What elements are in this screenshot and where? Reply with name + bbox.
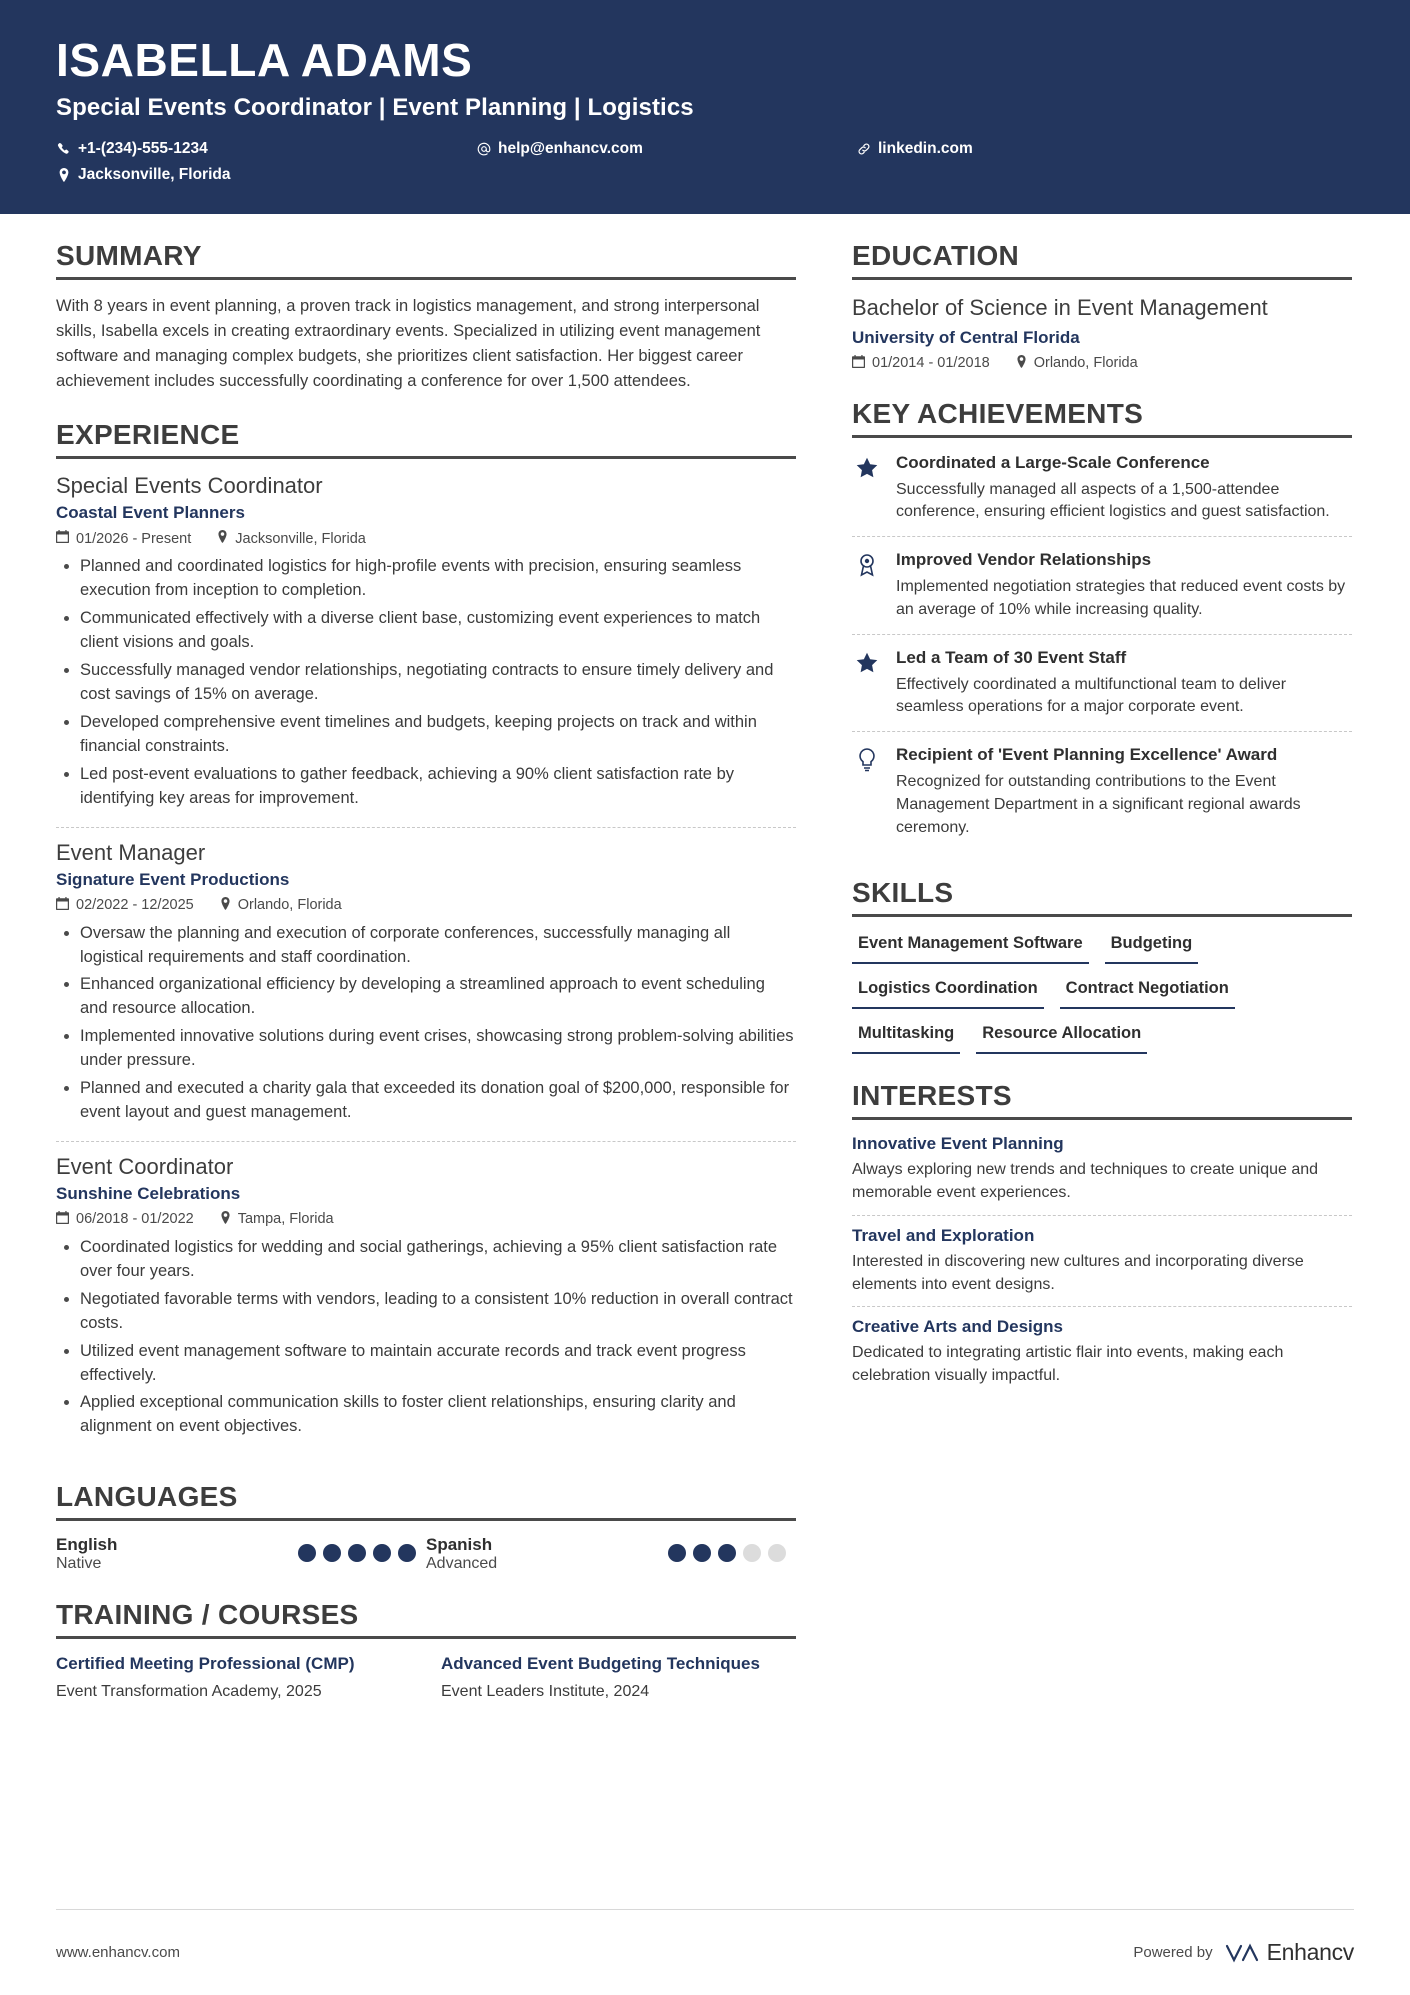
job-dates bbox=[56, 1211, 194, 1228]
achievement-item bbox=[852, 744, 1352, 851]
summary-section bbox=[56, 240, 796, 393]
enhancv-logo bbox=[1225, 1939, 1354, 1966]
language-rating bbox=[298, 1535, 416, 1562]
language-item bbox=[56, 1535, 426, 1573]
brand-name: Enhancv bbox=[1266, 1939, 1354, 1965]
training-name: Advanced Event Budgeting Techniques bbox=[441, 1654, 760, 1674]
interests-heading: INTERESTS bbox=[852, 1080, 1012, 1112]
education-meta bbox=[852, 355, 1352, 372]
map-pin-icon bbox=[1016, 355, 1027, 372]
list-item: Planned and executed a charity gala that exceeded its donation goal of $200,000, responsible for event layout and guest management. bbox=[56, 1077, 796, 1125]
job-role: Event Coordinator bbox=[56, 1153, 234, 1179]
header-subtitle: Special Events Coordinator | Event Planning | Logistics bbox=[56, 93, 694, 121]
languages-heading: LANGUAGES bbox=[56, 1481, 238, 1513]
job-bullets bbox=[56, 555, 796, 810]
map-pin-icon bbox=[217, 530, 228, 547]
list-item: Coordinated logistics for wedding and social gatherings, achieving a 95% client satisfaction rate over four years. bbox=[56, 1236, 796, 1284]
map-pin-icon bbox=[220, 1211, 231, 1228]
section-divider bbox=[852, 914, 1352, 917]
footer-branding bbox=[1133, 1939, 1354, 1966]
achievement-desc: Successfully managed all aspects of a 1,500-attendee conference, ensuring efficient logistics and guest satisfaction. bbox=[896, 480, 1330, 521]
contact-location bbox=[56, 162, 476, 188]
skills-section bbox=[852, 877, 1352, 1054]
calendar-icon bbox=[56, 1211, 69, 1228]
languages-section bbox=[56, 1481, 796, 1573]
right-column bbox=[852, 240, 1352, 1727]
education-dates-text: 01/2014 - 01/2018 bbox=[872, 355, 990, 372]
page-footer bbox=[56, 1909, 1354, 1995]
language-level: Native bbox=[56, 1555, 102, 1573]
experience-section bbox=[56, 419, 796, 1455]
list-item: Utilized event management software to maintain accurate records and track event progress effectively. bbox=[56, 1340, 796, 1388]
skill-tag: Logistics Coordination bbox=[852, 976, 1044, 1009]
achievement-desc: Effectively coordinated a multifunctional team to deliver seamless operations for a major corporate event. bbox=[896, 675, 1287, 716]
training-provider: Event Transformation Academy, 2025 bbox=[56, 1683, 322, 1701]
achievement-item bbox=[852, 452, 1352, 538]
lightbulb-icon bbox=[852, 744, 882, 839]
job-location bbox=[217, 530, 366, 547]
training-provider: Event Leaders Institute, 2024 bbox=[441, 1683, 650, 1701]
achievement-title: Recipient of 'Event Planning Excellence' Award bbox=[896, 745, 1278, 765]
job-bullets bbox=[56, 922, 796, 1125]
skills-heading: SKILLS bbox=[852, 877, 954, 909]
interest-item bbox=[852, 1134, 1352, 1215]
list-item: Led post-event evaluations to gather feedback, achieving a 90% client satisfaction rate by identifying key areas for improvement. bbox=[56, 763, 796, 811]
interest-title: Travel and Exploration bbox=[852, 1225, 1035, 1245]
job-dates bbox=[56, 530, 191, 547]
resume-body bbox=[0, 214, 1410, 1727]
education-location-text: Orlando, Florida bbox=[1033, 355, 1138, 372]
section-divider bbox=[56, 1518, 796, 1521]
summary-heading: SUMMARY bbox=[56, 240, 202, 272]
training-name: Certified Meeting Professional (CMP) bbox=[56, 1654, 355, 1674]
education-degree: Bachelor of Science in Event Management bbox=[852, 295, 1268, 321]
training-list bbox=[56, 1653, 796, 1701]
section-divider bbox=[852, 1117, 1352, 1120]
rating-dot bbox=[348, 1544, 366, 1562]
rating-dot bbox=[323, 1544, 341, 1562]
award-ribbon-icon bbox=[852, 549, 882, 622]
contact-email[interactable] bbox=[476, 136, 856, 162]
achievement-title: Improved Vendor Relationships bbox=[896, 550, 1152, 570]
skill-tag: Resource Allocation bbox=[976, 1021, 1147, 1054]
job-company: Coastal Event Planners bbox=[56, 503, 245, 523]
experience-item bbox=[56, 1154, 796, 1455]
achievement-item bbox=[852, 549, 1352, 635]
rating-dot bbox=[768, 1544, 786, 1562]
experience-heading: EXPERIENCE bbox=[56, 419, 240, 451]
skill-tag: Budgeting bbox=[1105, 931, 1199, 964]
calendar-icon bbox=[56, 530, 69, 547]
page-title: ISABELLA ADAMS bbox=[56, 34, 473, 86]
section-divider bbox=[852, 435, 1352, 438]
training-heading: TRAINING / COURSES bbox=[56, 1599, 359, 1631]
job-bullets bbox=[56, 1236, 796, 1439]
achievement-item bbox=[852, 647, 1352, 733]
contact-location-text: Jacksonville, Florida bbox=[78, 166, 231, 184]
training-section bbox=[56, 1599, 796, 1701]
resume-header bbox=[0, 0, 1410, 214]
education-dates bbox=[852, 355, 990, 372]
job-company: Sunshine Celebrations bbox=[56, 1183, 241, 1203]
job-location bbox=[220, 1211, 334, 1228]
rating-dot bbox=[298, 1544, 316, 1562]
interest-desc: Always exploring new trends and techniques to create unique and memorable event experiences. bbox=[852, 1161, 1319, 1202]
interest-title: Creative Arts and Designs bbox=[852, 1317, 1063, 1337]
achievements-heading: KEY ACHIEVEMENTS bbox=[852, 397, 1144, 429]
education-section bbox=[852, 240, 1352, 371]
job-dates-text: 01/2026 - Present bbox=[76, 530, 192, 547]
contact-email-text: help@enhancv.com bbox=[498, 139, 643, 157]
interest-item bbox=[852, 1226, 1352, 1307]
language-level: Advanced bbox=[426, 1555, 498, 1573]
list-item: Planned and coordinated logistics for high-profile events with precision, ensuring seamless execution from inception to completion. bbox=[56, 555, 796, 603]
language-name: Spanish bbox=[426, 1535, 493, 1555]
achievements-section bbox=[852, 398, 1352, 852]
summary-text: With 8 years in event planning, a proven track in logistics management, and strong interpersonal skills, Isabella excels in creating extraordinary events. Specialized in utilizing event management software and managing complex budgets, she prioritizes client satisfaction. Her biggest career achievement includes successfully coordinating a conference for over 1,500 attendees. bbox=[56, 297, 761, 390]
experience-item bbox=[56, 473, 796, 827]
left-column bbox=[56, 240, 796, 1727]
job-meta bbox=[56, 1211, 796, 1228]
list-item: Applied exceptional communication skills to foster client relationships, ensuring clarity and alignment on event objectives. bbox=[56, 1391, 796, 1439]
skill-tag: Multitasking bbox=[852, 1021, 960, 1054]
list-item: Enhanced organizational efficiency by developing a streamlined approach to event scheduling and resource allocation. bbox=[56, 973, 796, 1021]
rating-dot bbox=[398, 1544, 416, 1562]
list-item: Implemented innovative solutions during event crises, showcasing strong problem-solving abilities under pressure. bbox=[56, 1025, 796, 1073]
skills-list bbox=[852, 931, 1352, 1054]
achievement-title: Coordinated a Large-Scale Conference bbox=[896, 452, 1210, 472]
job-dates bbox=[56, 897, 194, 914]
rating-dot bbox=[743, 1544, 761, 1562]
powered-by-label: Powered by bbox=[1133, 1944, 1213, 1961]
languages-list bbox=[56, 1535, 796, 1573]
list-item: Successfully managed vendor relationships, negotiating contracts to ensure timely delivery and cost savings of 15% on average. bbox=[56, 659, 796, 707]
job-dates-text: 02/2022 - 12/2025 bbox=[76, 897, 194, 914]
education-location bbox=[1016, 355, 1138, 372]
achievement-desc: Recognized for outstanding contributions to the Event Management Department in a significant regional awards ceremony. bbox=[896, 773, 1301, 836]
star-icon bbox=[852, 647, 882, 720]
interest-desc: Dedicated to integrating artistic flair into events, making each celebration visually impactful. bbox=[852, 1344, 1284, 1384]
map-pin-icon bbox=[56, 168, 71, 182]
achievement-title: Led a Team of 30 Event Staff bbox=[896, 647, 1127, 667]
training-item bbox=[441, 1653, 796, 1701]
list-item: Developed comprehensive event timelines and budgets, keeping projects on track and within financial constraints. bbox=[56, 711, 796, 759]
education-heading: EDUCATION bbox=[852, 240, 1020, 272]
interests-section bbox=[852, 1080, 1352, 1397]
map-pin-icon bbox=[220, 897, 231, 914]
contact-phone-text: +1-(234)-555-1234 bbox=[78, 139, 208, 157]
section-divider bbox=[56, 277, 796, 280]
job-location bbox=[220, 897, 342, 914]
interest-desc: Interested in discovering new cultures and incorporating diverse elements into event designs. bbox=[852, 1252, 1304, 1293]
list-item: Communicated effectively with a diverse client base, customizing event experiences to match client visions and goals. bbox=[56, 607, 796, 655]
contact-phone bbox=[56, 136, 476, 162]
interest-title: Innovative Event Planning bbox=[852, 1134, 1064, 1154]
at-sign-icon bbox=[476, 142, 491, 156]
list-item: Oversaw the planning and execution of corporate conferences, successfully managing all logistical requirements and staff coordination. bbox=[56, 922, 796, 970]
achievement-desc: Implemented negotiation strategies that reduced event costs by an average of 10% while increasing quality. bbox=[896, 578, 1346, 618]
language-name: English bbox=[56, 1535, 118, 1555]
link-icon bbox=[856, 142, 871, 156]
experience-item bbox=[56, 840, 796, 1142]
rating-dot bbox=[718, 1544, 736, 1562]
job-role: Event Manager bbox=[56, 839, 206, 865]
language-rating bbox=[668, 1535, 786, 1562]
section-divider bbox=[852, 277, 1352, 280]
contact-linkedin-text: linkedin.com bbox=[878, 139, 973, 157]
star-icon bbox=[852, 452, 882, 525]
calendar-icon bbox=[852, 355, 865, 372]
job-location-text: Orlando, Florida bbox=[237, 897, 342, 914]
skill-tag: Contract Negotiation bbox=[1060, 976, 1235, 1009]
education-school: University of Central Florida bbox=[852, 327, 1080, 347]
calendar-icon bbox=[56, 897, 69, 914]
language-item bbox=[426, 1535, 796, 1573]
rating-dot bbox=[668, 1544, 686, 1562]
job-role: Special Events Coordinator bbox=[56, 473, 323, 499]
skill-tag: Event Management Software bbox=[852, 931, 1089, 964]
training-item bbox=[56, 1653, 411, 1701]
section-divider bbox=[56, 456, 796, 459]
job-company: Signature Event Productions bbox=[56, 869, 290, 889]
rating-dot bbox=[693, 1544, 711, 1562]
list-item: Negotiated favorable terms with vendors, leading to a consistent 10% reduction in overall contract costs. bbox=[56, 1288, 796, 1336]
rating-dot bbox=[373, 1544, 391, 1562]
contact-linkedin[interactable] bbox=[856, 136, 1186, 162]
job-meta bbox=[56, 897, 796, 914]
job-meta bbox=[56, 530, 796, 547]
job-location-text: Jacksonville, Florida bbox=[235, 530, 366, 547]
job-location-text: Tampa, Florida bbox=[237, 1211, 334, 1228]
contact-row bbox=[56, 136, 1354, 189]
job-dates-text: 06/2018 - 01/2022 bbox=[76, 1211, 194, 1228]
section-divider bbox=[56, 1636, 796, 1639]
interest-item bbox=[852, 1317, 1352, 1397]
footer-website[interactable]: www.enhancv.com bbox=[56, 1944, 180, 1961]
phone-icon bbox=[56, 142, 71, 155]
